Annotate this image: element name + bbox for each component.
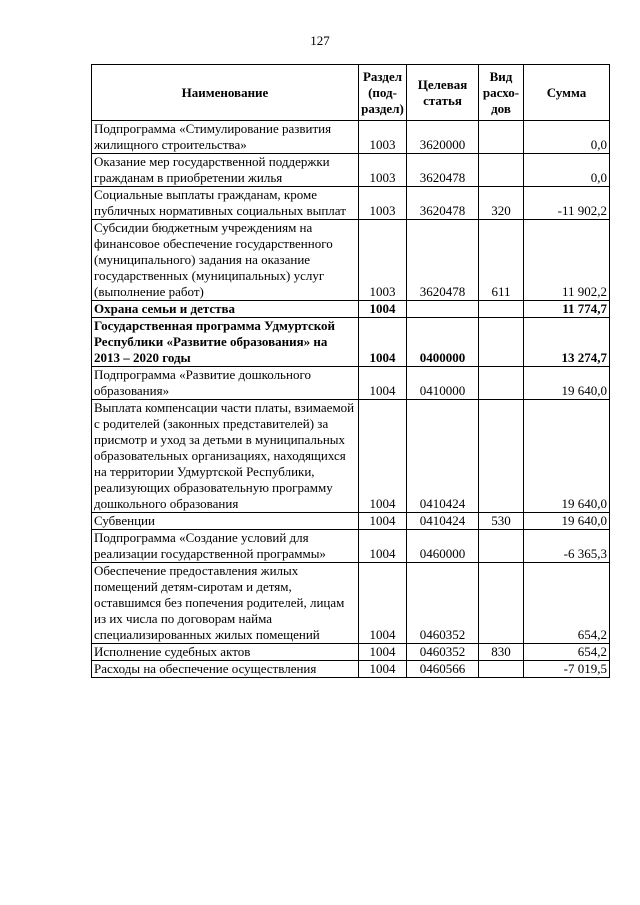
table-row — [92, 367, 610, 400]
cell-sum: 19 640,0 — [524, 513, 610, 530]
cell-sum: 19 640,0 — [524, 367, 610, 400]
cell-name: Социальные выплаты гражданам, кроме публичных нормативных социальных выплат — [92, 187, 359, 220]
header-section: Раздел (под-раздел) — [359, 65, 407, 121]
cell-target: 0460000 — [407, 530, 479, 563]
table-row — [92, 154, 610, 187]
cell-name: Подпрограмма «Создание условий для реализации государственной программы» — [92, 530, 359, 563]
cell-target: 0410000 — [407, 367, 479, 400]
cell-name: Государственная программа Удмуртской Республики «Развитие образования» на 2013 – 2020 годы — [92, 318, 359, 367]
cell-section: 1004 — [359, 644, 407, 661]
cell-kind — [479, 318, 524, 367]
cell-sum: -7 019,5 — [524, 661, 610, 678]
cell-sum: 13 274,7 — [524, 318, 610, 367]
table-row — [92, 644, 610, 661]
cell-name: Расходы на обеспечение осуществления — [92, 661, 359, 678]
cell-section: 1003 — [359, 121, 407, 154]
cell-sum: -6 365,3 — [524, 530, 610, 563]
cell-kind: 611 — [479, 220, 524, 301]
cell-section: 1003 — [359, 220, 407, 301]
budget-table — [91, 64, 610, 678]
cell-kind — [479, 121, 524, 154]
cell-section: 1003 — [359, 187, 407, 220]
table-header-row — [92, 65, 610, 121]
cell-kind: 830 — [479, 644, 524, 661]
cell-kind — [479, 367, 524, 400]
table-row — [92, 318, 610, 367]
cell-kind: 320 — [479, 187, 524, 220]
cell-target: 3620478 — [407, 187, 479, 220]
cell-kind — [479, 530, 524, 563]
cell-name: Субсидии бюджетным учреждениям на финансовое обеспечение государственного (муниципального) задания на оказание государственных (муниципальных) услуг (выполнение работ) — [92, 220, 359, 301]
cell-name: Оказание мер государственной поддержки гражданам в приобретении жилья — [92, 154, 359, 187]
header-target: Целевая статья — [407, 65, 479, 121]
cell-kind — [479, 563, 524, 644]
cell-name: Исполнение судебных актов — [92, 644, 359, 661]
cell-section: 1004 — [359, 563, 407, 644]
cell-target — [407, 301, 479, 318]
cell-name: Подпрограмма «Развитие дошкольного образования» — [92, 367, 359, 400]
cell-section: 1004 — [359, 400, 407, 513]
table-body — [92, 121, 610, 678]
cell-target: 0410424 — [407, 400, 479, 513]
table-row — [92, 661, 610, 678]
cell-target: 0460352 — [407, 563, 479, 644]
table-row — [92, 530, 610, 563]
table-row — [92, 187, 610, 220]
cell-target: 0410424 — [407, 513, 479, 530]
cell-name: Субвенции — [92, 513, 359, 530]
header-sum: Сумма — [524, 65, 610, 121]
cell-kind — [479, 661, 524, 678]
cell-sum: 0,0 — [524, 121, 610, 154]
cell-sum: 19 640,0 — [524, 400, 610, 513]
cell-sum: 654,2 — [524, 644, 610, 661]
page-number: 127 — [310, 33, 330, 48]
cell-target: 0460352 — [407, 644, 479, 661]
table-row — [92, 563, 610, 644]
cell-name: Охрана семьи и детства — [92, 301, 359, 318]
table-row — [92, 301, 610, 318]
cell-target: 0400000 — [407, 318, 479, 367]
cell-name: Подпрограмма «Стимулирование развития жилищного строительства» — [92, 121, 359, 154]
cell-target: 3620478 — [407, 220, 479, 301]
cell-kind — [479, 400, 524, 513]
cell-sum: 11 902,2 — [524, 220, 610, 301]
cell-kind — [479, 154, 524, 187]
cell-name: Обеспечение предоставления жилых помещений детям-сиротам и детям, оставшимся без попечения родителей, лицам из их числа по договорам найма специализированных жилых помещений — [92, 563, 359, 644]
table-row — [92, 121, 610, 154]
cell-sum: -11 902,2 — [524, 187, 610, 220]
cell-sum: 0,0 — [524, 154, 610, 187]
table-row — [92, 513, 610, 530]
table-row — [92, 400, 610, 513]
cell-sum: 654,2 — [524, 563, 610, 644]
cell-section: 1004 — [359, 661, 407, 678]
cell-sum: 11 774,7 — [524, 301, 610, 318]
cell-section: 1003 — [359, 154, 407, 187]
table-row — [92, 220, 610, 301]
cell-target: 3620478 — [407, 154, 479, 187]
cell-section: 1004 — [359, 367, 407, 400]
header-name: Наименование — [92, 65, 359, 121]
cell-section: 1004 — [359, 530, 407, 563]
cell-section: 1004 — [359, 318, 407, 367]
cell-kind — [479, 301, 524, 318]
cell-target: 0460566 — [407, 661, 479, 678]
cell-section: 1004 — [359, 513, 407, 530]
header-kind: Вид расхо-дов — [479, 65, 524, 121]
cell-name: Выплата компенсации части платы, взимаемой с родителей (законных представителей) за присмотр и уход за детьми в муниципальных образовательных организациях, находящихся на территории Удмуртской Республики, реализующих образовательную программу дошкольного образования — [92, 400, 359, 513]
cell-target: 3620000 — [407, 121, 479, 154]
cell-section: 1004 — [359, 301, 407, 318]
cell-kind: 530 — [479, 513, 524, 530]
